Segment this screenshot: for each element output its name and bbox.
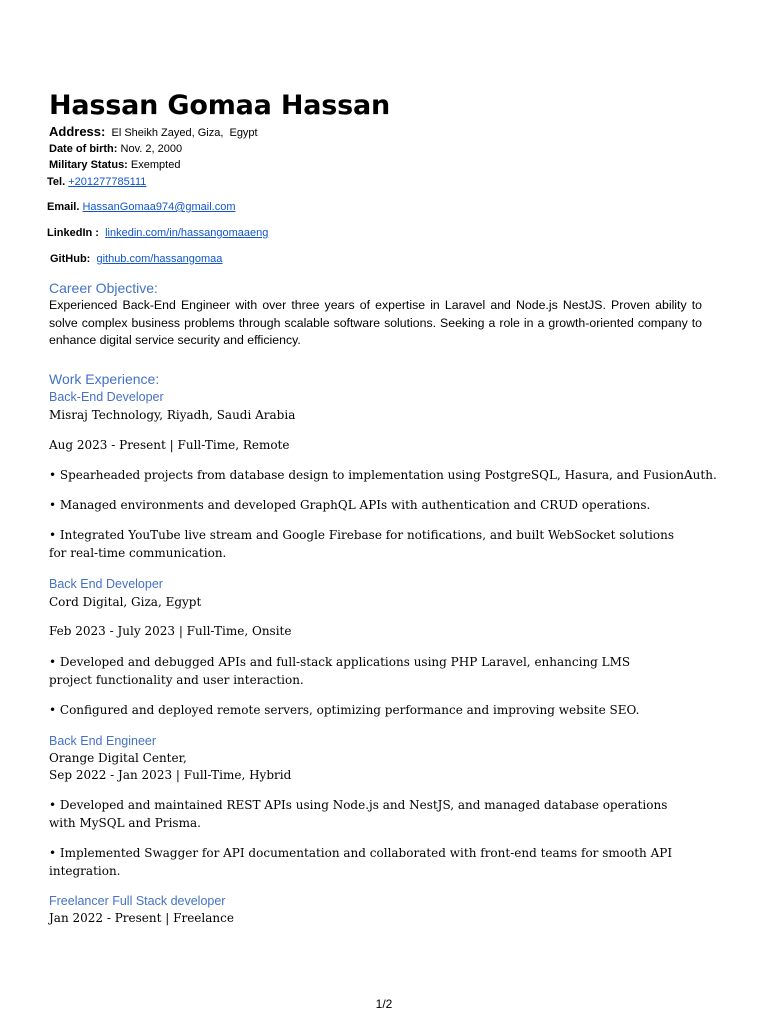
military-line: [49, 158, 180, 172]
work-experience-heading: Work Experience:: [49, 371, 160, 387]
job-period: Feb 2023 - July 2023 | Full-Time, Onsite: [49, 624, 292, 638]
linkedin-label: LinkedIn :: [47, 227, 99, 239]
military-label: Military Status:: [49, 159, 128, 171]
email-label: Email.: [47, 201, 80, 213]
candidate-name: Hassan Gomaa Hassan: [49, 90, 391, 121]
job-period: Aug 2023 - Present | Full-Time, Remote: [49, 438, 290, 452]
job-company: Orange Digital Center,: [49, 751, 187, 765]
military-value: Exempted: [130, 159, 181, 171]
job-company: Misraj Technology, Riyadh, Saudi Arabia: [49, 408, 296, 422]
job-bullet: • Integrated YouTube live stream and Google Firebase for notifications, and built WebSocket solutions for real-time communication.: [49, 528, 674, 560]
dob-value: Nov. 2, 2000: [120, 143, 183, 155]
email-line: [47, 200, 235, 214]
github-link[interactable]: github.com/hassangomaa: [96, 253, 223, 265]
job-period: Sep 2022 - Jan 2023 | Full-Time, Hybrid: [49, 768, 292, 782]
address-label: Address:: [49, 124, 106, 139]
dob-label: Date of birth:: [49, 143, 118, 155]
github-label: GitHub:: [50, 253, 91, 265]
job-bullet: • Spearheaded projects from database design to implementation using PostgreSQL, Hasura, and FusionAuth.: [49, 468, 717, 482]
email-link[interactable]: HassanGomaa974@gmail.com: [82, 201, 236, 213]
github-line: [50, 252, 222, 266]
job-bullet: • Implemented Swagger for API documentation and collaborated with front-end teams for smooth API integration.: [49, 846, 673, 878]
address-value: El Sheikh Zayed, Giza, Egypt: [111, 127, 258, 139]
job-bullet: • Developed and maintained REST APIs using Node.js and NestJS, and managed database operations with MySQL and Prisma.: [49, 798, 668, 830]
linkedin-line: [47, 226, 268, 240]
tel-link[interactable]: +201277785111: [68, 176, 147, 188]
dob-line: [49, 142, 182, 156]
career-objective-text: Experienced Back-End Engineer with over three years of expertise in Laravel and Node.js NestJS. Proven ability to solve complex business problems through scalable software solutions. Seeking a role in a growth-oriented company to enhance digital service security and efficiency.: [49, 298, 702, 348]
address-line: [49, 125, 258, 140]
linkedin-link[interactable]: linkedin.com/in/hassangomaaeng: [105, 227, 269, 239]
job-role: Back-End Developer: [49, 390, 164, 404]
page-number: 1/2: [375, 997, 393, 1011]
career-objective-heading: Career Objective:: [49, 280, 158, 296]
job-bullet: • Configured and deployed remote servers, optimizing performance and improving website SEO.: [49, 703, 640, 717]
job-role: Back End Engineer: [49, 734, 157, 748]
job-bullet: • Managed environments and developed GraphQL APIs with authentication and CRUD operations.: [49, 498, 651, 512]
job-period: Jan 2022 - Present | Freelance: [49, 911, 234, 925]
job-company: Cord Digital, Giza, Egypt: [49, 595, 202, 609]
tel-label: Tel.: [47, 176, 66, 188]
tel-line: [47, 175, 146, 189]
job-role: Freelancer Full Stack developer: [49, 894, 226, 908]
job-role: Back End Developer: [49, 577, 163, 591]
job-bullet: • Developed and debugged APIs and full-stack applications using PHP Laravel, enhancing LMS project functionality and user interaction.: [49, 655, 631, 687]
